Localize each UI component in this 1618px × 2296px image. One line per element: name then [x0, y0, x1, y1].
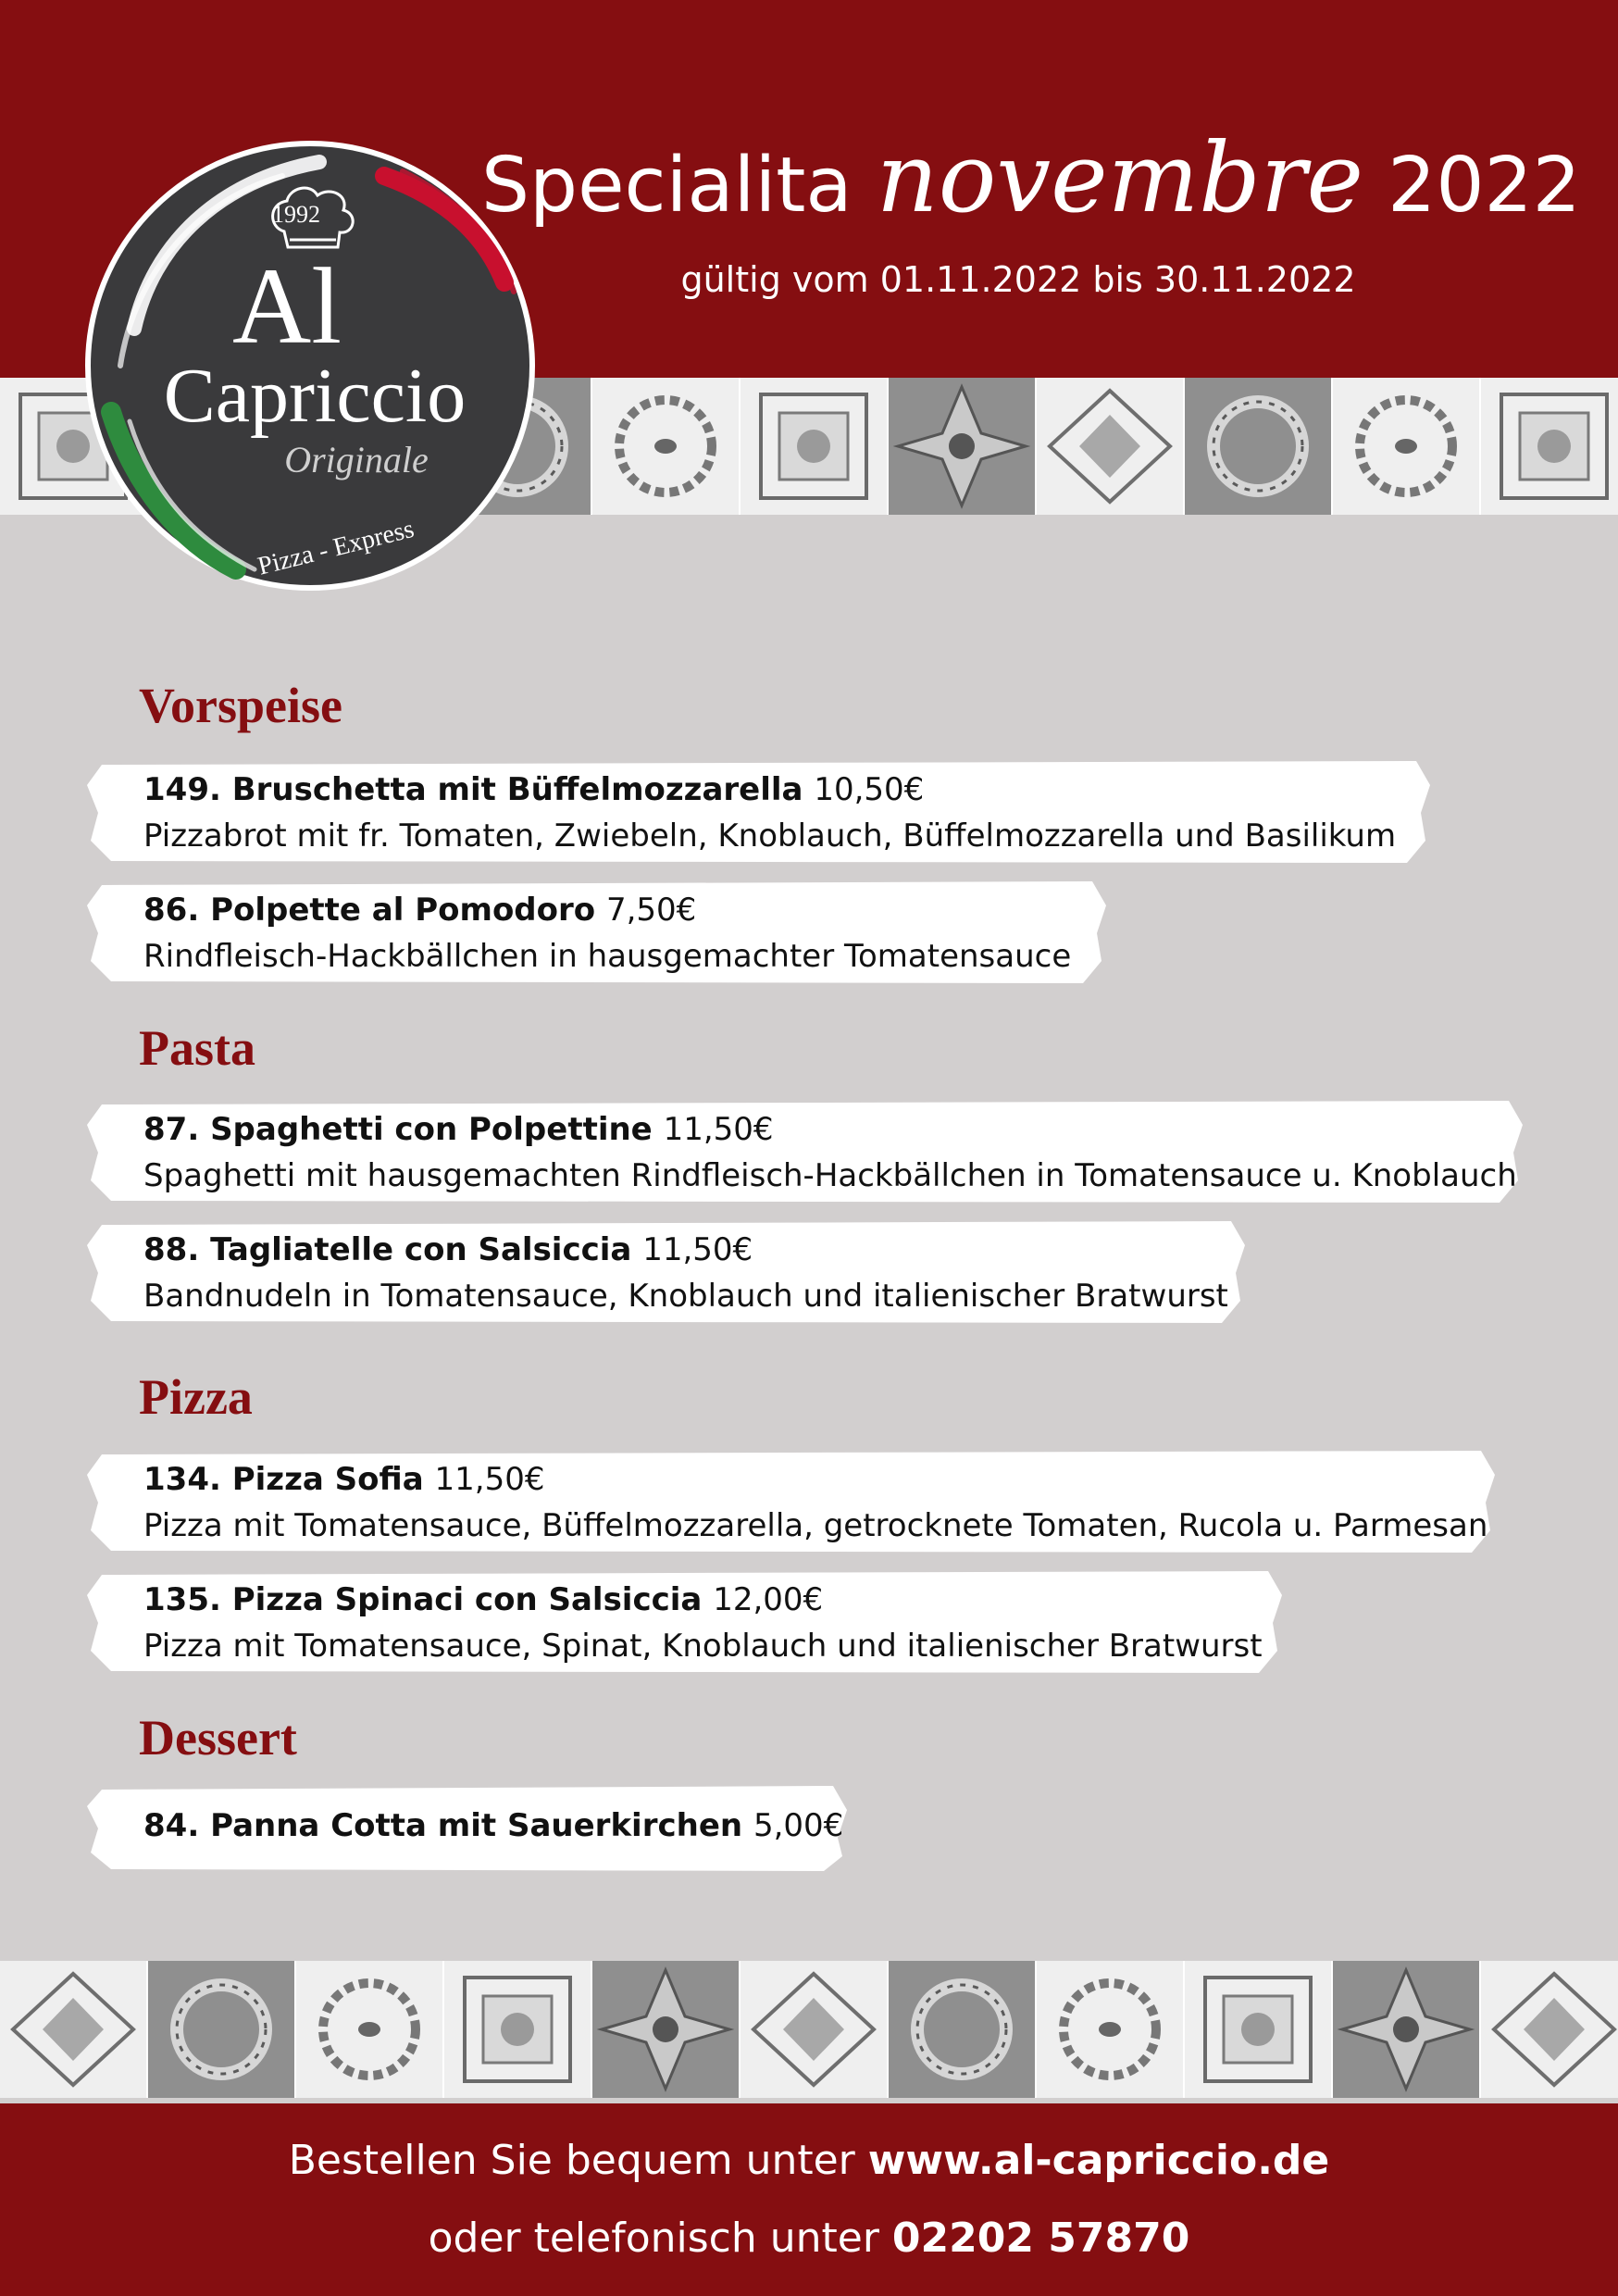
- item-description: Spaghetti mit hausgemachten Rindfleisch-Hackbällchen in Tomatensauce u. Knoblauch: [143, 1157, 1517, 1194]
- item-name: 88. Tagliatelle con Salsiccia: [143, 1231, 632, 1268]
- decorative-tile: [1481, 378, 1618, 515]
- item-name: 84. Panna Cotta mit Sauerkirchen: [143, 1807, 743, 1844]
- item-price: 12,00€: [713, 1581, 824, 1618]
- decorative-tile: [1037, 1961, 1185, 2098]
- item-name: 87. Spaghetti con Polpettine: [143, 1111, 653, 1148]
- footer-band: [0, 2103, 1618, 2296]
- item-price: 11,50€: [663, 1111, 774, 1148]
- decorative-tile: [444, 1961, 592, 2098]
- decorative-tile: [1333, 1961, 1481, 2098]
- phone-number[interactable]: 02202 57870: [891, 2215, 1190, 2262]
- decorative-tile: [1185, 378, 1333, 515]
- item-price: 10,50€: [814, 771, 925, 808]
- section-heading-pizza: Pizza: [139, 1369, 253, 1425]
- item-description: Pizzabrot mit fr. Tomaten, Zwiebeln, Knoblauch, Büffelmozzarella und Basilikum: [143, 817, 1397, 855]
- decorative-tile: [1185, 1961, 1333, 2098]
- section-heading-pasta: Pasta: [139, 1020, 255, 1076]
- footer-line-2: [0, 2215, 1618, 2262]
- logo-year: 1992: [272, 201, 320, 228]
- item-name: 134. Pizza Sofia: [143, 1461, 424, 1498]
- logo-line1: Al: [232, 245, 342, 367]
- logo-line4: Pizza - Express: [255, 514, 417, 581]
- restaurant-logo: [79, 134, 541, 597]
- footer-order-text: Bestellen Sie bequem unter: [288, 2137, 855, 2184]
- item-price: 11,50€: [434, 1461, 545, 1498]
- title-prefix: Specialita: [481, 142, 853, 230]
- item-price: 5,00€: [753, 1807, 844, 1844]
- decorative-tile: [592, 378, 741, 515]
- decorative-tile: [0, 1961, 148, 2098]
- item-price: 11,50€: [642, 1231, 753, 1268]
- footer-phone-text: oder telefonisch unter: [428, 2215, 879, 2262]
- item-description: Pizza mit Tomatensauce, Büffelmozzarella, getrocknete Tomaten, Rucola u. Parmesan: [143, 1507, 1488, 1544]
- website-link[interactable]: www.al-capriccio.de: [867, 2137, 1330, 2184]
- decorative-tile: [296, 1961, 444, 2098]
- decorative-tile: [592, 1961, 741, 2098]
- decorative-tile: [1333, 378, 1481, 515]
- decorative-tile: [741, 1961, 889, 2098]
- logo-line3: Originale: [284, 439, 429, 480]
- logo-line2: Capriccio: [163, 353, 467, 439]
- item-name: 135. Pizza Spinaci con Salsiccia: [143, 1581, 703, 1618]
- tile-border-bottom: [0, 1961, 1618, 2098]
- page-title: [481, 121, 1581, 234]
- section-heading-vorspeise: Vorspeise: [139, 678, 343, 733]
- validity-period: gültig vom 01.11.2022 bis 30.11.2022: [680, 259, 1356, 300]
- section-heading-dessert: Dessert: [139, 1710, 297, 1766]
- title-month: novembre: [876, 121, 1364, 234]
- item-name-row: [143, 767, 1396, 813]
- item-price: 7,50€: [605, 892, 697, 929]
- decorative-tile: [148, 1961, 296, 2098]
- item-description: Bandnudeln in Tomatensauce, Knoblauch und italienischer Bratwurst: [143, 1278, 1228, 1315]
- decorative-tile: [1037, 378, 1185, 515]
- item-name: 86. Polpette al Pomodoro: [143, 892, 596, 929]
- title-year: 2022: [1388, 142, 1581, 230]
- item-name: 149. Bruschetta mit Büffelmozzarella: [143, 771, 803, 808]
- decorative-tile: [1481, 1961, 1618, 2098]
- item-description: Rindfleisch-Hackbällchen in hausgemachter Tomatensauce: [143, 938, 1072, 975]
- decorative-tile: [889, 1961, 1037, 2098]
- footer-line-1: [0, 2137, 1618, 2184]
- decorative-tile: [889, 378, 1037, 515]
- decorative-tile: [741, 378, 889, 515]
- item-description: Pizza mit Tomatensauce, Spinat, Knoblauch und italienischer Bratwurst: [143, 1628, 1263, 1665]
